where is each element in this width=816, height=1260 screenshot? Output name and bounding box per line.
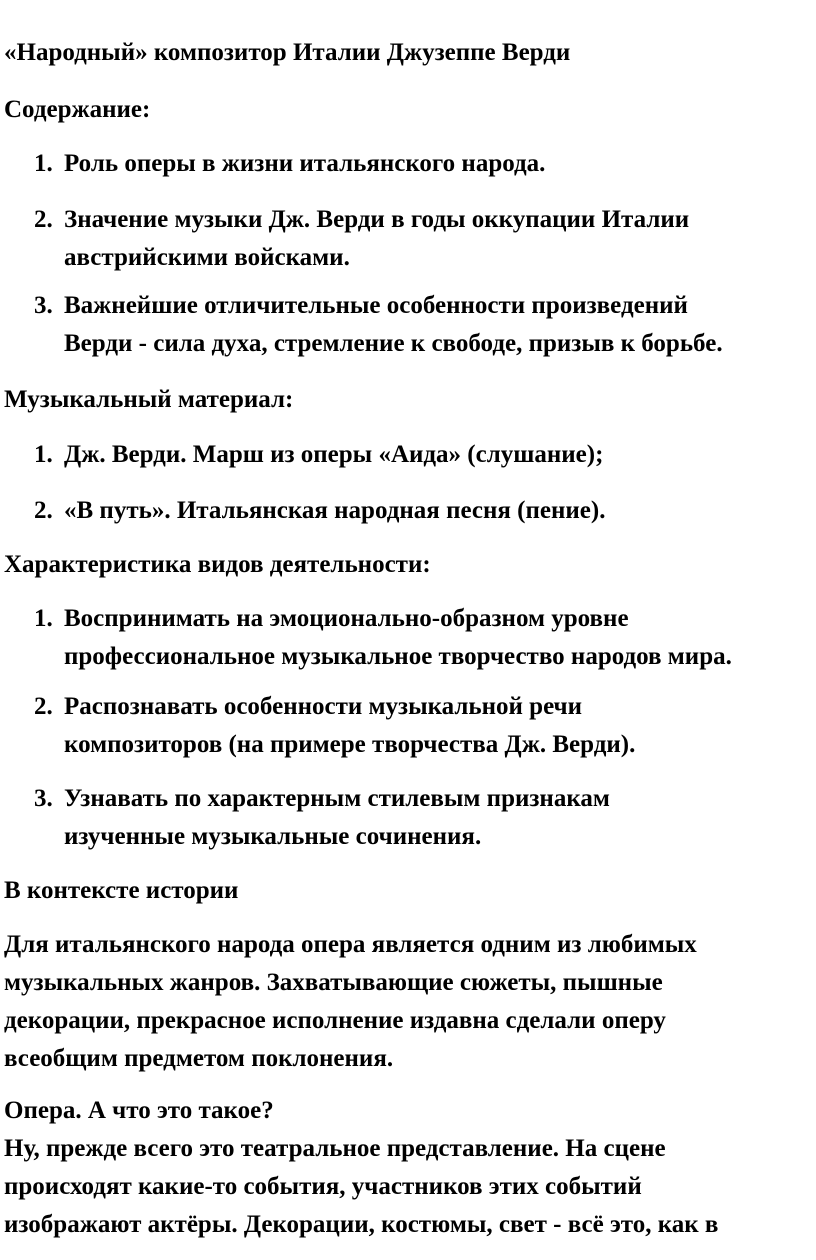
opera-paragraph-line: изображают актёры. Декорации, костюмы, свет - всё это, как в — [4, 1211, 719, 1238]
activity-item-text: изученные музыкальные сочинения. — [64, 823, 482, 850]
music-item-text: «В путь». Итальянская народная песня (пение). — [64, 497, 606, 524]
activity-item-text: профессиональное музыкальное творчество народов мира. — [64, 643, 732, 670]
document-title: «Народный» композитор Италии Джузеппе Верди — [4, 39, 571, 66]
contents-item-number: 3. — [34, 292, 53, 319]
activity-item-text: Распознавать особенности музыкальной речи — [64, 693, 583, 720]
contents-item-text: Важнейшие отличительные особенности произведений — [64, 292, 688, 319]
activity-item-number: 2. — [34, 693, 53, 720]
opera-question: Опера. А что это такое? — [4, 1097, 274, 1124]
contents-item-text: австрийскими войсками. — [64, 244, 350, 271]
contents-item-number: 1. — [34, 150, 53, 177]
activity-item-text: Узнавать по характерным стилевым признакам — [64, 785, 610, 812]
contents-item-text: Верди - сила духа, стремление к свободе, призыв к борьбе. — [64, 330, 723, 357]
activities-heading: Характеристика видов деятельности: — [4, 551, 431, 578]
history-paragraph-line: декорации, прекрасное исполнение издавна сделали оперу — [4, 1007, 666, 1034]
activity-item-text: композиторов (на примере творчества Дж. Верди). — [64, 731, 636, 758]
contents-item-text: Значение музыки Дж. Верди в годы оккупации Италии — [64, 206, 690, 233]
history-paragraph-line: Для итальянского народа опера является одним из любимых — [4, 931, 697, 958]
opera-paragraph-line: происходят какие-то события, участников этих событий — [4, 1173, 642, 1200]
contents-item-number: 2. — [34, 206, 53, 233]
music-material-heading: Музыкальный материал: — [4, 386, 294, 413]
music-item-number: 2. — [34, 497, 53, 524]
contents-item-text: Роль оперы в жизни итальянского народа. — [64, 150, 546, 177]
history-heading: В контексте истории — [4, 877, 239, 904]
history-paragraph-line: музыкальных жанров. Захватывающие сюжеты, пышные — [4, 969, 663, 996]
history-paragraph-line: всеобщим предметом поклонения. — [4, 1045, 394, 1072]
music-item-text: Дж. Верди. Марш из оперы «Аида» (слушание); — [64, 441, 604, 468]
activity-item-text: Воспринимать на эмоционально-образном уровне — [64, 605, 629, 632]
music-item-number: 1. — [34, 441, 53, 468]
activity-item-number: 1. — [34, 605, 53, 632]
opera-paragraph-line: Ну, прежде всего это театральное представление. На сцене — [4, 1135, 666, 1162]
activity-item-number: 3. — [34, 785, 53, 812]
contents-heading: Содержание: — [4, 96, 151, 123]
